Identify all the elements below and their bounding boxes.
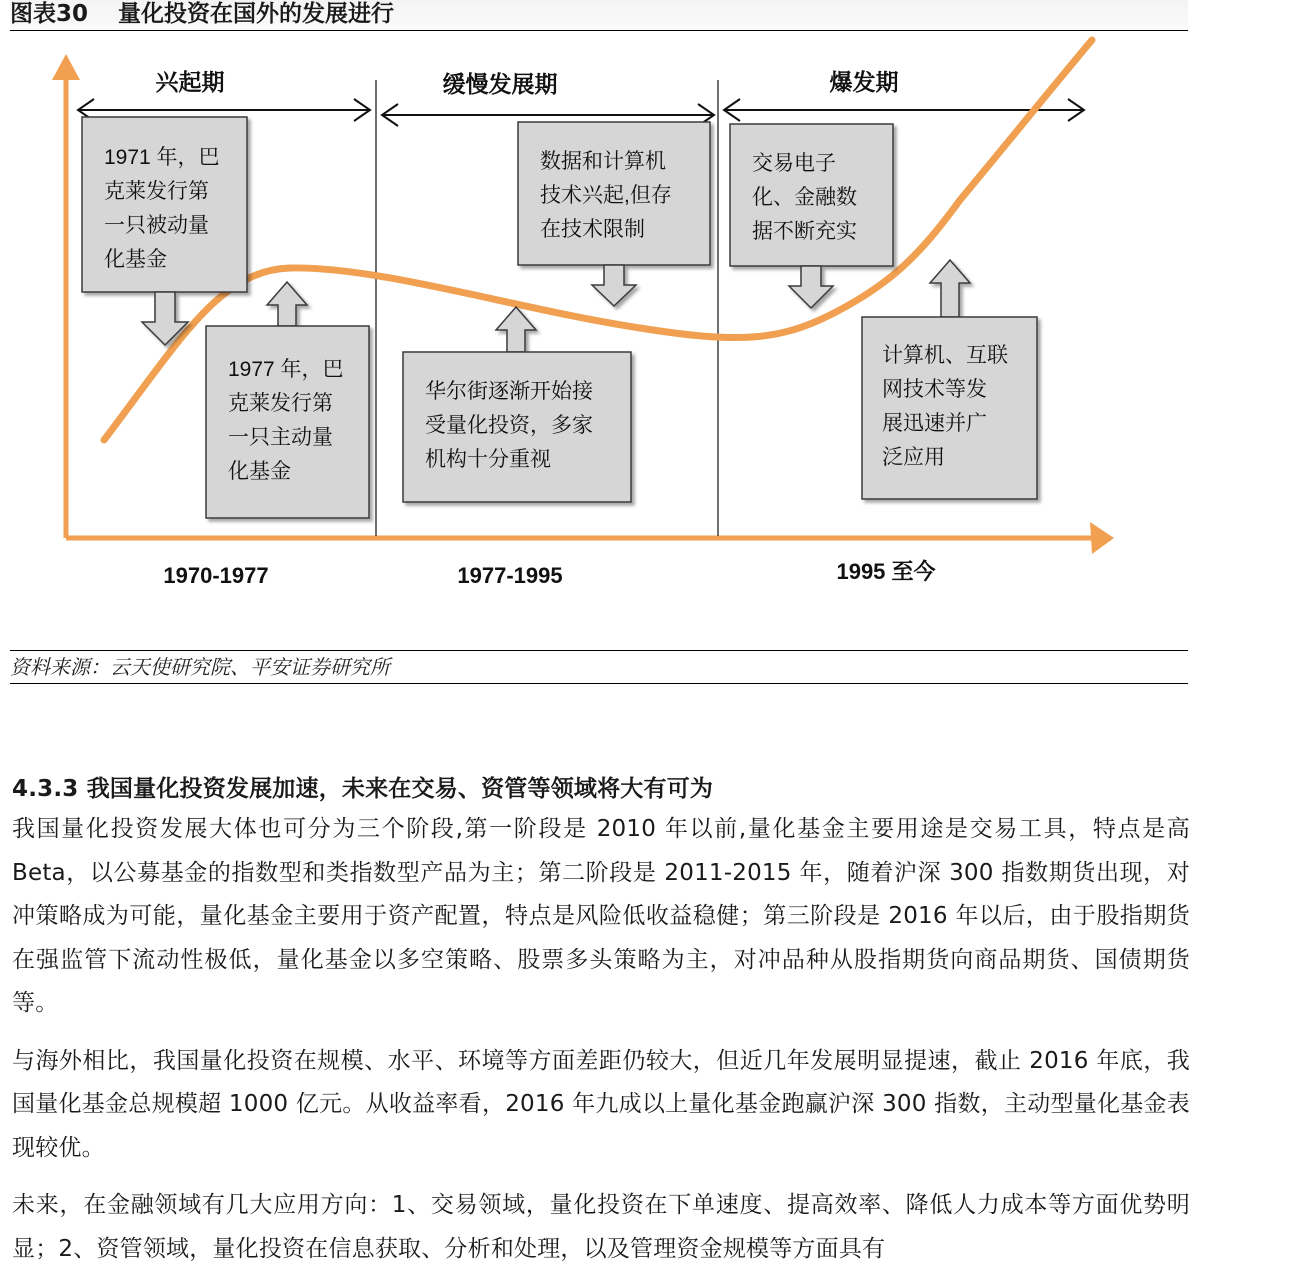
arrow-up-icon [930,260,970,317]
callout-text: 一只主动量 [228,426,333,449]
paragraph: 未来，在金融领域有几大应用方向：1、交易领域，量化投资在下单速度、提高效率、降低人力成本等方面优势明显；2、资管领域，量化投资在信息获取、分析和处理，以及管理资金规模等方面具有 [12,1192,1190,1262]
callout-text: 数据和计算机 [540,150,666,173]
paragraph: 与海外相比，我国量化投资在规模、水平、环境等方面差距仍较大，但近几年发展明显提速，截止 2016 年底，我国量化基金总规模超 1000 亿元。从收益率看，2016 年九成以上量化基金跑赢沪深 300 指数，主动型量化基金表现较优。 [12,1047,1190,1161]
figure-title: 量化投资在国外的发展进行 [118,1,395,27]
callout-text: 化基金 [228,460,291,483]
phase-name: 兴起期 [155,69,225,95]
callout-text: 交易电子 [752,152,836,175]
arrow-up-icon [496,307,536,352]
period-label: 1970-1977 [163,563,269,588]
source-note: 资料来源：云天使研究院、平安证券研究所 [10,650,1188,684]
figure-number: 图表30 [10,1,89,27]
callout-text: 化、金融数 [752,186,857,209]
callout-text: 一只被动量 [104,214,209,237]
callout-text: 克莱发行第 [228,392,333,415]
period-label: 1995 至今 [836,559,936,584]
section-body [12,770,1190,1285]
arrow-down-icon [789,266,833,308]
period-label: 1977-1995 [457,563,563,588]
callout-text: 据不断充实 [752,220,857,243]
arrow-down-icon [592,265,636,306]
section-heading: 4.3.3 我国量化投资发展加速，未来在交易、资管等领域将大有可为 [12,776,714,802]
callout-text: 计算机、互联 [882,344,1008,367]
callout-text: 泛应用 [882,446,945,469]
callout-text: 网技术等发 [882,378,987,401]
figure-title-bar [10,0,1188,31]
callout-text: 展迅速并广 [882,412,987,435]
callout-text: 在技术限制 [540,218,645,241]
callout-text: 机构十分重视 [425,448,551,471]
callout-text: 化基金 [104,248,167,271]
y-axis-arrow-icon [52,54,80,80]
callout-text: 受量化投资，多家 [425,414,593,437]
phase-name: 缓慢发展期 [442,71,558,97]
paragraph: 我国量化投资发展大体也可分为三个阶段,第一阶段是 2010 年以前,量化基金主要用途是交易工具，特点是高 Beta，以公募基金的指数型和类指数型产品为主；第二阶段是 2011-2015 年，随着沪深 300 指数期货出现，对冲策略成为可能，量化基金主要用于资产配置，特点是风险低收益稳健；第三阶段是 2016 年以后，由于股指期货在强监管下流动性极低，量化基金以多空策略、股票多头策略为主，对冲品种从股指期货向商品期货、国债期货等。 [12,816,1190,1016]
callout-text: 1977 年，巴 [228,358,344,381]
arrow-up-icon [267,282,307,326]
x-axis-arrow-icon [1090,522,1114,554]
callout-text: 华尔街逐渐开始接 [425,380,593,403]
timeline-diagram [0,32,1200,642]
callout-text: 克莱发行第 [104,180,209,203]
callout-text: 技术兴起,但存 [540,184,672,207]
phase-name: 爆发期 [829,69,899,95]
callout-text: 1971 年，巴 [104,146,220,169]
callout-box [403,307,631,502]
